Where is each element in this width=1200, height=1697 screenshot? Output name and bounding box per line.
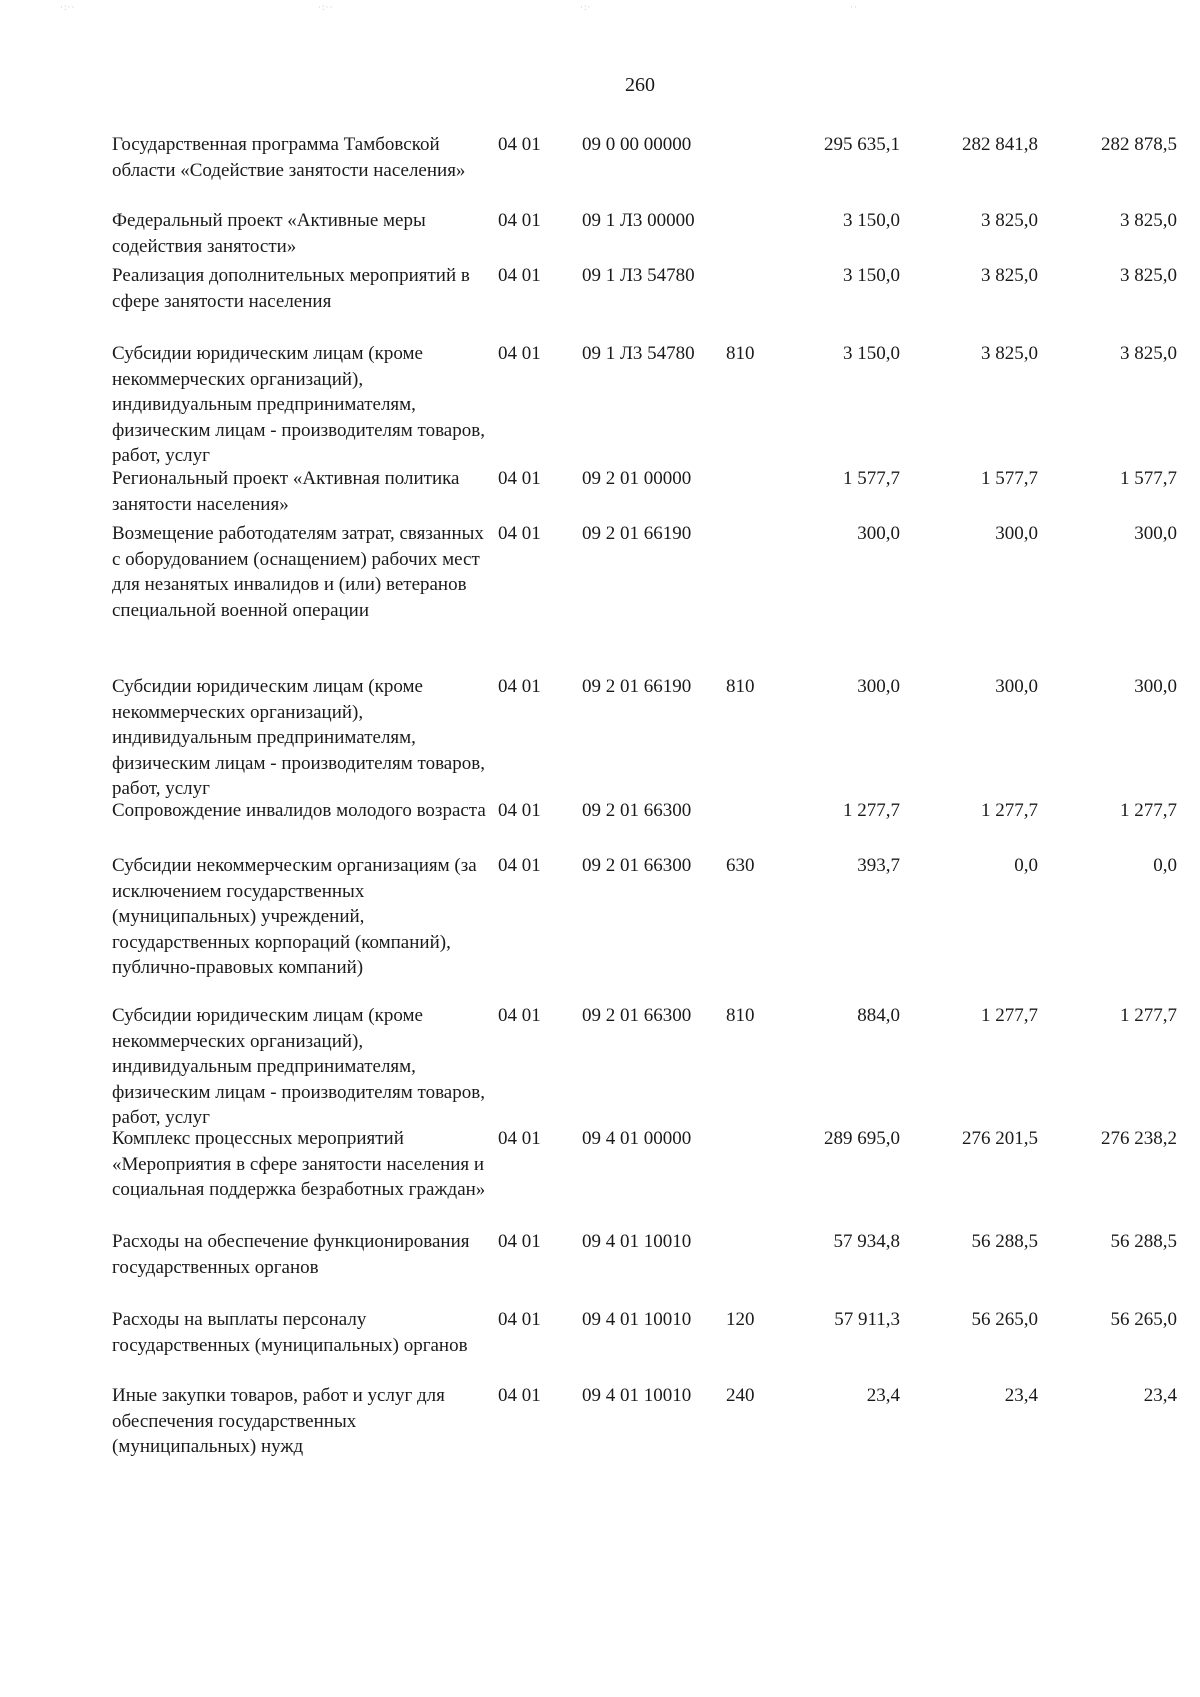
amount-year-1: 3 150,0	[843, 343, 900, 364]
target-item-code: 09 4 01 10010	[582, 1309, 692, 1330]
amount-year-1: 289 695,0	[824, 1128, 900, 1149]
target-item-code: 09 2 01 66190	[582, 676, 692, 697]
target-item-code: 09 4 01 10010	[582, 1231, 692, 1252]
row-name: Реализация дополнительных мероприятий в сфере занятости населения	[112, 265, 470, 312]
expense-type-code: 120	[726, 1309, 755, 1330]
amount-year-2: 1 277,7	[981, 1005, 1038, 1026]
scan-dust: ·:·	[580, 2, 592, 12]
section-code: 04 01	[498, 800, 541, 821]
amount-year-1: 1 577,7	[843, 468, 900, 489]
target-item-code: 09 2 01 66300	[582, 1005, 692, 1026]
amount-year-3: 3 825,0	[1120, 343, 1177, 364]
target-item-code: 09 0 00 00000	[582, 134, 692, 155]
amount-year-3: 1 277,7	[1120, 1005, 1177, 1026]
row-name: Иные закупки товаров, работ и услуг для обеспечения государственных (муниципальных) нужд	[112, 1385, 445, 1457]
amount-year-3: 1 277,7	[1120, 800, 1177, 821]
amount-year-1: 300,0	[857, 523, 900, 544]
row-name: Комплекс процессных мероприятий «Мероприятия в сфере занятости населения и социальная поддержка безработных граждан»	[112, 1128, 486, 1200]
row-name: Государственная программа Тамбовской области «Содействие занятости населения»	[112, 134, 466, 181]
section-code: 04 01	[498, 265, 541, 286]
amount-year-3: 1 577,7	[1120, 468, 1177, 489]
amount-year-2: 3 825,0	[981, 265, 1038, 286]
amount-year-2: 276 201,5	[962, 1128, 1038, 1149]
target-item-code: 09 1 Л3 54780	[582, 265, 695, 286]
amount-year-2: 282 841,8	[962, 134, 1038, 155]
section-code: 04 01	[498, 210, 541, 231]
section-code: 04 01	[498, 1231, 541, 1252]
row-name: Расходы на обеспечение функционирования государственных органов	[112, 1231, 470, 1278]
expense-type-code: 810	[726, 343, 755, 364]
amount-year-2: 3 825,0	[981, 343, 1038, 364]
amount-year-3: 56 265,0	[1110, 1309, 1177, 1330]
scan-dust: ·:··	[60, 2, 76, 12]
section-code: 04 01	[498, 1005, 541, 1026]
section-code: 04 01	[498, 676, 541, 697]
amount-year-3: 300,0	[1134, 676, 1177, 697]
amount-year-1: 295 635,1	[824, 134, 900, 155]
amount-year-1: 23,4	[866, 1385, 900, 1406]
target-item-code: 09 1 Л3 00000	[582, 210, 695, 231]
amount-year-1: 3 150,0	[843, 210, 900, 231]
row-name: Субсидии юридическим лицам (кроме некоммерческих организаций), индивидуальным предпринимателям, физическим лицам - производителям товаров, работ, услуг	[112, 1005, 485, 1128]
target-item-code: 09 2 01 66300	[582, 855, 692, 876]
amount-year-1: 57 911,3	[834, 1309, 900, 1330]
expense-type-code: 240	[726, 1385, 755, 1406]
amount-year-2: 3 825,0	[981, 210, 1038, 231]
section-code: 04 01	[498, 1385, 541, 1406]
expense-type-code: 810	[726, 676, 755, 697]
section-code: 04 01	[498, 134, 541, 155]
section-code: 04 01	[498, 1128, 541, 1149]
amount-year-1: 300,0	[857, 676, 900, 697]
row-name: Расходы на выплаты персоналу государственных (муниципальных) органов	[112, 1309, 468, 1356]
amount-year-1: 57 934,8	[833, 1231, 900, 1252]
scan-dust: ··	[850, 2, 858, 12]
amount-year-2: 56 288,5	[971, 1231, 1038, 1252]
target-item-code: 09 4 01 10010	[582, 1385, 692, 1406]
row-name: Возмещение работодателям затрат, связанных с оборудованием (оснащением) рабочих мест для незанятых инвалидов и (или) ветеранов специальной военной операции	[112, 523, 484, 621]
amount-year-3: 276 238,2	[1101, 1128, 1177, 1149]
amount-year-2: 1 577,7	[981, 468, 1038, 489]
amount-year-2: 300,0	[995, 523, 1038, 544]
target-item-code: 09 2 01 66190	[582, 523, 692, 544]
amount-year-3: 3 825,0	[1120, 265, 1177, 286]
row-name: Субсидии юридическим лицам (кроме некоммерческих организаций), индивидуальным предпринимателям, физическим лицам - производителям товаров, работ, услуг	[112, 343, 485, 466]
target-item-code: 09 4 01 00000	[582, 1128, 692, 1149]
amount-year-3: 0,0	[1153, 855, 1177, 876]
target-item-code: 09 1 Л3 54780	[582, 343, 695, 364]
target-item-code: 09 2 01 66300	[582, 800, 692, 821]
amount-year-3: 23,4	[1143, 1385, 1177, 1406]
section-code: 04 01	[498, 523, 541, 544]
amount-year-1: 3 150,0	[843, 265, 900, 286]
page-number: 260	[625, 74, 655, 96]
amount-year-1: 1 277,7	[843, 800, 900, 821]
section-code: 04 01	[498, 468, 541, 489]
amount-year-2: 23,4	[1004, 1385, 1038, 1406]
amount-year-2: 1 277,7	[981, 800, 1038, 821]
amount-year-2: 0,0	[1014, 855, 1038, 876]
amount-year-2: 300,0	[995, 676, 1038, 697]
row-name: Региональный проект «Активная политика занятости населения»	[112, 468, 460, 515]
amount-year-1: 393,7	[857, 855, 900, 876]
row-name: Федеральный проект «Активные меры содействия занятости»	[112, 210, 426, 257]
amount-year-3: 282 878,5	[1101, 134, 1177, 155]
amount-year-3: 3 825,0	[1120, 210, 1177, 231]
amount-year-2: 56 265,0	[971, 1309, 1038, 1330]
amount-year-3: 56 288,5	[1110, 1231, 1177, 1252]
expense-type-code: 810	[726, 1005, 755, 1026]
row-name: Субсидии юридическим лицам (кроме некоммерческих организаций), индивидуальным предпринимателям, физическим лицам - производителям товаров, работ, услуг	[112, 676, 485, 799]
row-name: Сопровождение инвалидов молодого возраста	[112, 800, 486, 821]
section-code: 04 01	[498, 855, 541, 876]
section-code: 04 01	[498, 1309, 541, 1330]
amount-year-1: 884,0	[857, 1005, 900, 1026]
target-item-code: 09 2 01 00000	[582, 468, 692, 489]
expense-type-code: 630	[726, 855, 755, 876]
scan-dust: ·:··	[318, 2, 334, 12]
section-code: 04 01	[498, 343, 541, 364]
row-name: Субсидии некоммерческим организациям (за исключением государственных (муниципальных) учреждений, государственных корпораций (компаний), публично-правовых компаний)	[112, 855, 477, 978]
amount-year-3: 300,0	[1134, 523, 1177, 544]
